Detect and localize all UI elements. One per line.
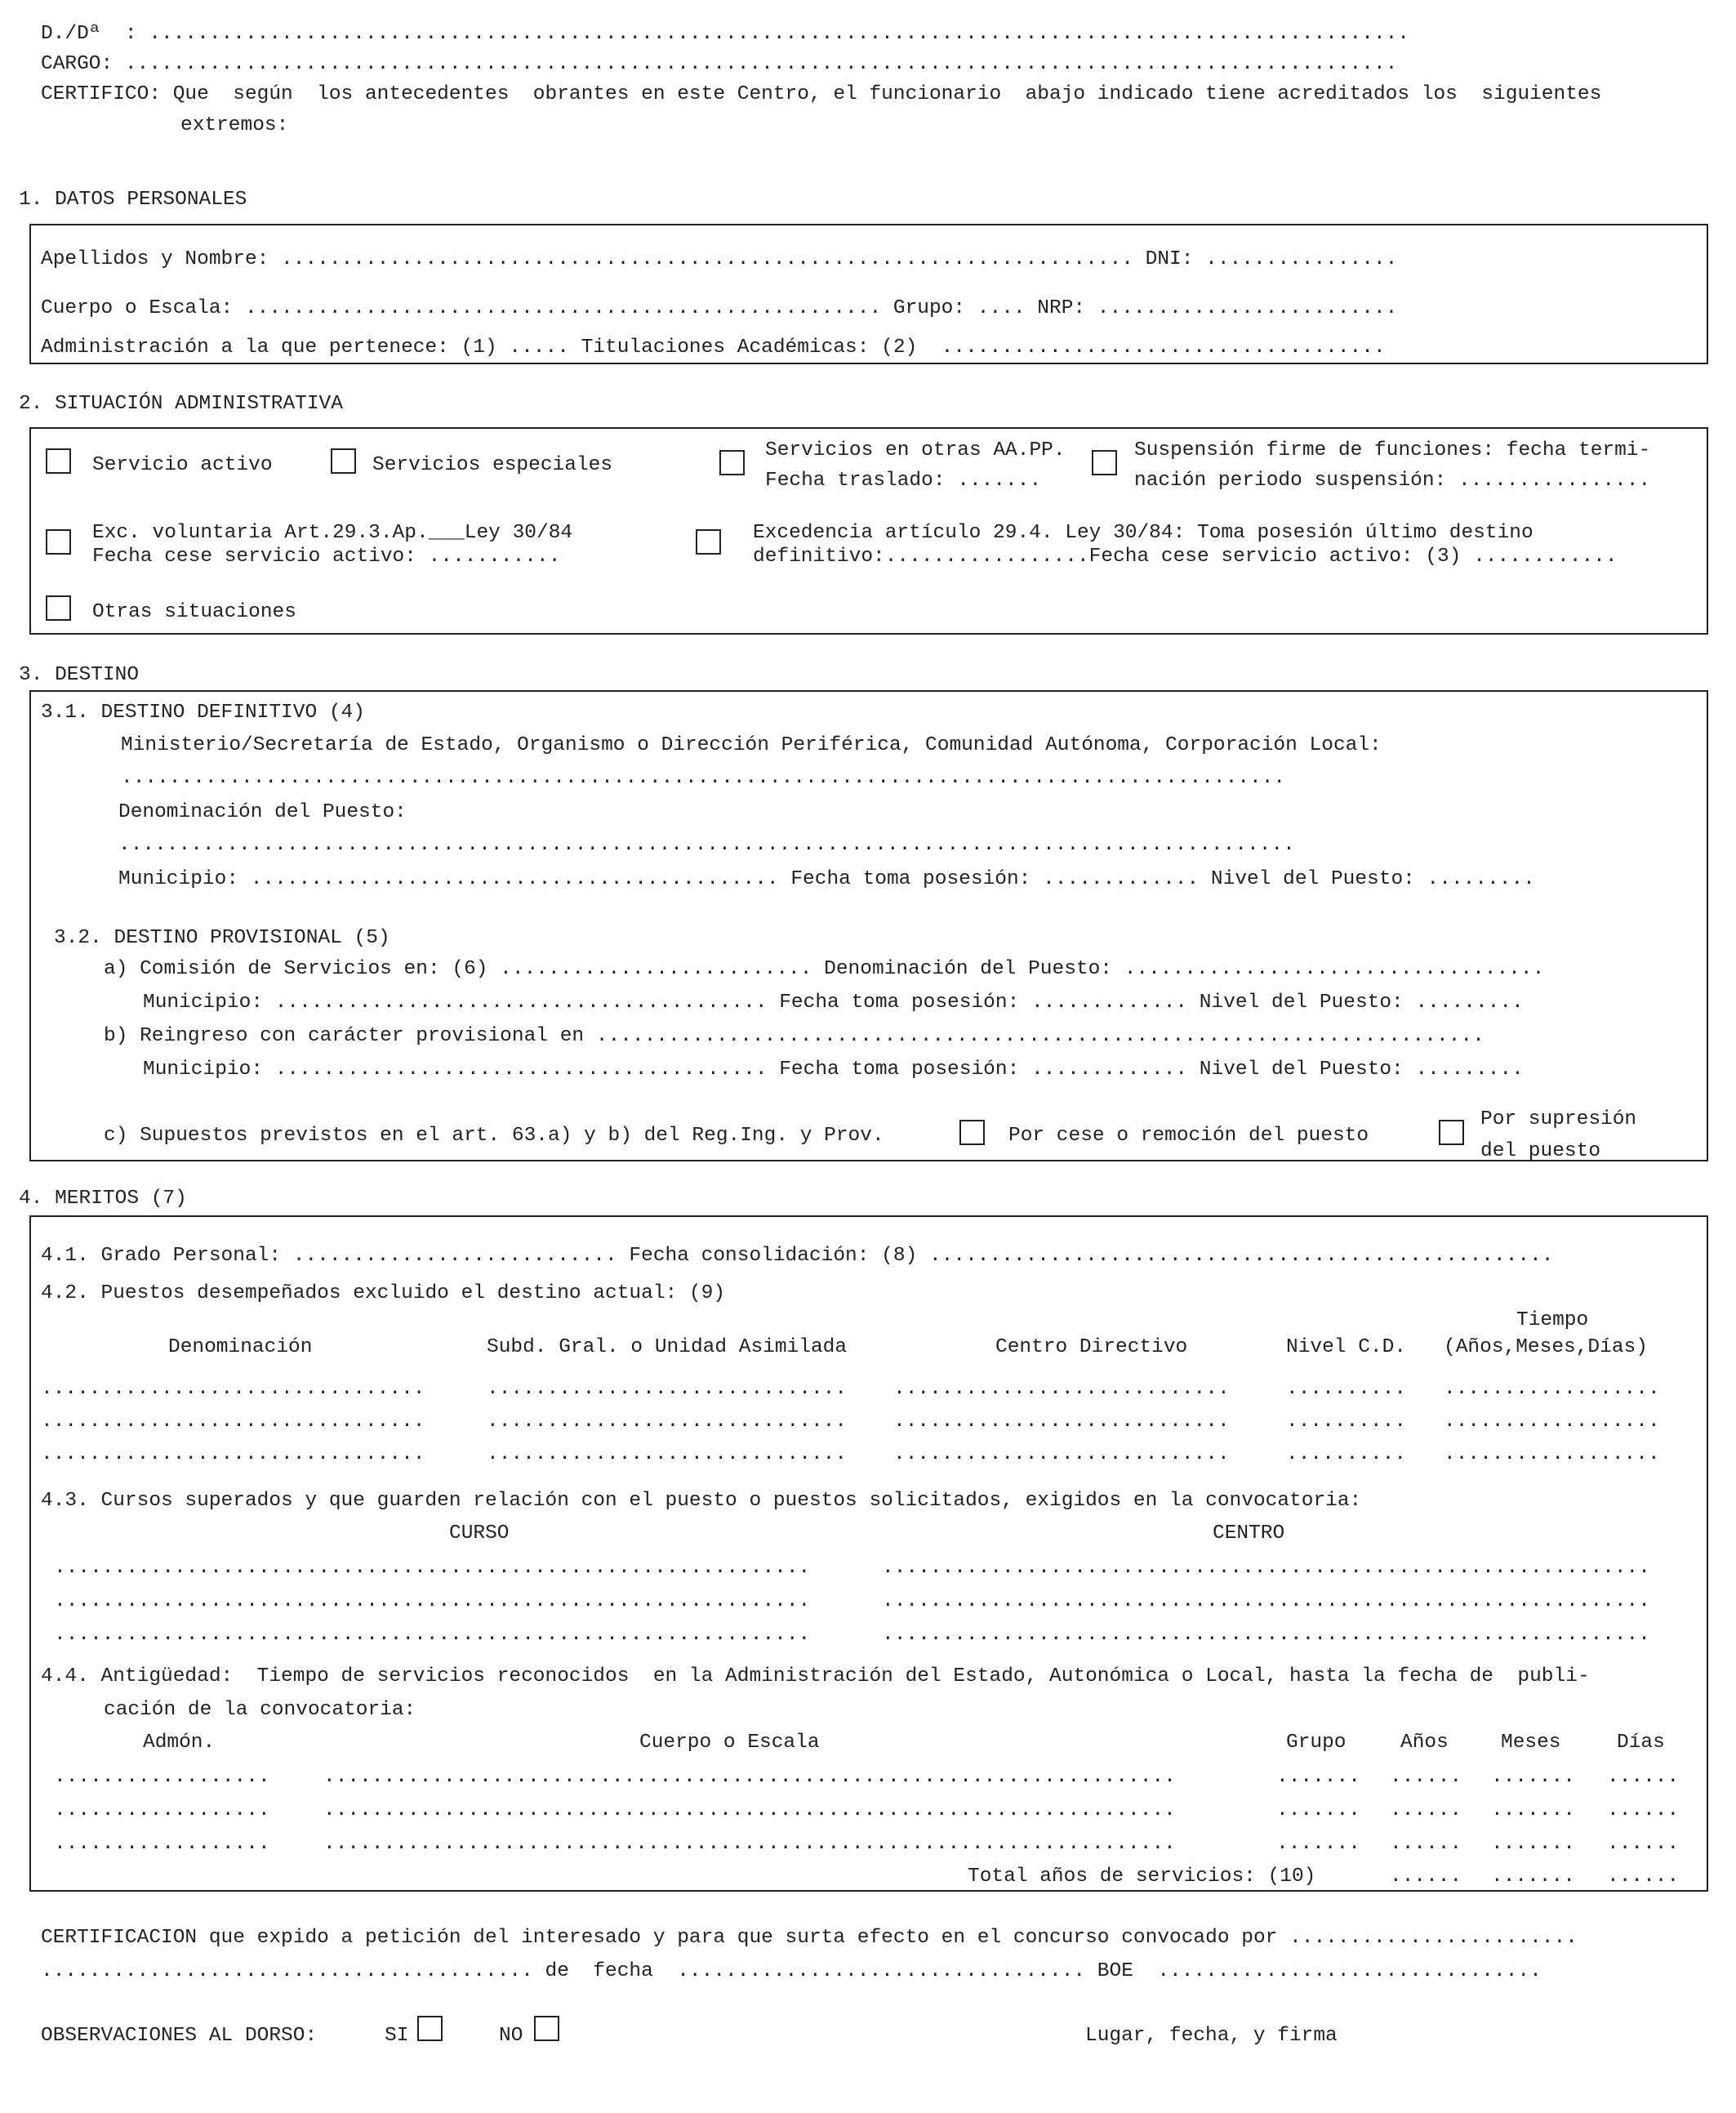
supresion-label-2: del puesto bbox=[1480, 1140, 1601, 1162]
col-tiempo-header: Tiempo bbox=[1516, 1309, 1589, 1331]
puesto-centro-field[interactable]: ............................ bbox=[893, 1378, 1230, 1400]
exc-voluntaria-checkbox[interactable] bbox=[46, 529, 71, 555]
antig-dias-field[interactable]: ...... bbox=[1607, 1799, 1680, 1821]
denominacion-label: Denominación del Puesto: bbox=[118, 801, 407, 823]
certifico-line: CERTIFICO: Que según los antecedentes obrantes en este Centro, el funcionario abajo indicado tiene acreditados los siguientes bbox=[41, 83, 1602, 105]
col-nivel-header: Nivel C.D. bbox=[1286, 1336, 1407, 1358]
puesto-denominacion-field[interactable]: ................................ bbox=[41, 1411, 425, 1433]
ministerio-field[interactable]: ................................................................................................. bbox=[121, 767, 1286, 789]
section-2-title: 2. SITUACIÓN ADMINISTRATIVA bbox=[19, 393, 343, 415]
antig-anos-field[interactable]: ...... bbox=[1390, 1766, 1462, 1788]
puesto-tiempo-field[interactable]: .................. bbox=[1444, 1411, 1660, 1433]
col-centro-header: Centro Directivo bbox=[995, 1336, 1188, 1358]
col-admon-header: Admón. bbox=[143, 1732, 216, 1754]
certifico-cont: extremos: bbox=[180, 114, 289, 136]
col-dias-header: Días bbox=[1617, 1732, 1665, 1754]
cese-remocion-checkbox[interactable] bbox=[959, 1120, 985, 1145]
supresion-label-1: Por supresión bbox=[1480, 1108, 1637, 1130]
exc-voluntaria-label: Exc. voluntaria Art.29.3.Ap.___Ley 30/84 bbox=[92, 522, 573, 544]
puesto-tiempo-field[interactable]: .................. bbox=[1444, 1378, 1660, 1400]
no-label: NO bbox=[499, 2025, 523, 2047]
lugar-fecha-firma-label: Lugar, fecha, y firma bbox=[1085, 2025, 1338, 2047]
ministerio-label: Ministerio/Secretaría de Estado, Organismo o Dirección Periférica, Comunidad Autónoma, Corporación Local: bbox=[121, 734, 1382, 756]
puesto-tiempo-field[interactable]: .................. bbox=[1444, 1443, 1660, 1465]
exc-voluntaria-field[interactable]: Fecha cese servicio activo: ........... bbox=[92, 546, 561, 568]
col-tiempo2-header: (Años,Meses,Días) bbox=[1444, 1336, 1648, 1358]
curso-centro-field[interactable]: ................................................................ bbox=[882, 1590, 1650, 1612]
col-meses-header: Meses bbox=[1501, 1732, 1561, 1754]
cargo-line[interactable]: CARGO: .......................................................................................................... bbox=[41, 53, 1398, 75]
servicio-activo-label: Servicio activo bbox=[92, 454, 273, 476]
total-dias-field[interactable]: ...... bbox=[1607, 1866, 1680, 1888]
excedencia-294-field[interactable]: definitivo:.................Fecha cese servicio activo: (3) ............ bbox=[753, 546, 1618, 568]
antig-admon-field[interactable]: .................. bbox=[54, 1833, 270, 1855]
suspension-field[interactable]: nación periodo suspensión: ................ bbox=[1134, 470, 1651, 492]
col-curso-header: CURSO bbox=[449, 1522, 510, 1545]
puesto-subd-field[interactable]: .............................. bbox=[487, 1443, 848, 1465]
antig-admon-field[interactable]: .................. bbox=[54, 1799, 270, 1821]
curso-centro-field[interactable]: ................................................................ bbox=[882, 1624, 1650, 1646]
fecha-traslado-field[interactable]: Fecha traslado: ....... bbox=[765, 470, 1042, 492]
col-cuerpo-header: Cuerpo o Escala bbox=[639, 1732, 820, 1754]
col-anos-header: Años bbox=[1400, 1732, 1449, 1754]
total-meses-field[interactable]: ....... bbox=[1491, 1866, 1575, 1888]
antig-meses-field[interactable]: ....... bbox=[1491, 1799, 1575, 1821]
puesto-denominacion-field[interactable]: ................................ bbox=[41, 1378, 425, 1400]
certificacion-line-2[interactable]: ......................................... de fecha .................................. BOE ................................ bbox=[41, 1960, 1542, 1982]
excedencia-294-checkbox[interactable] bbox=[696, 529, 721, 555]
denominacion-field[interactable]: .................................................................................................. bbox=[118, 834, 1295, 856]
section-3-title: 3. DESTINO bbox=[19, 664, 140, 686]
apellidos-field[interactable]: Apellidos y Nombre: ....................................................................... DNI: ................ bbox=[41, 248, 1398, 270]
otras-situaciones-label: Otras situaciones bbox=[92, 601, 296, 623]
puesto-subd-field[interactable]: .............................. bbox=[487, 1411, 848, 1433]
destino-definitivo-title: 3.1. DESTINO DEFINITIVO (4) bbox=[41, 702, 365, 724]
puesto-nivel-field[interactable]: .......... bbox=[1286, 1411, 1407, 1433]
antig-anos-field[interactable]: ...... bbox=[1390, 1833, 1462, 1855]
total-anos-label: Total años de servicios: (10) bbox=[968, 1866, 1316, 1888]
puesto-nivel-field[interactable]: .......... bbox=[1286, 1443, 1407, 1465]
observaciones-label: OBSERVACIONES AL DORSO: bbox=[41, 2025, 318, 2047]
administracion-field[interactable]: Administración a la que pertenece: (1) ..... Titulaciones Académicas: (2) ..................................... bbox=[41, 337, 1386, 359]
section-1-title: 1. DATOS PERSONALES bbox=[19, 189, 247, 211]
puesto-nivel-field[interactable]: .......... bbox=[1286, 1378, 1407, 1400]
antig-admon-field[interactable]: .................. bbox=[54, 1766, 270, 1788]
otras-aapp-label: Servicios en otras AA.PP. bbox=[765, 439, 1066, 461]
cursos-label: 4.3. Cursos superados y que guarden relación con el puesto o puestos solicitados, exigidos en la convocatoria: bbox=[41, 1490, 1362, 1512]
antig-grupo-field[interactable]: ....... bbox=[1276, 1833, 1360, 1855]
antiguedad-label: 4.4. Antigüedad: Tiempo de servicios reconocidos en la Administración del Estado, Autonómica o Local, hasta la fecha de publi- bbox=[41, 1665, 1590, 1687]
total-anos-field[interactable]: ...... bbox=[1390, 1866, 1462, 1888]
antig-grupo-field[interactable]: ....... bbox=[1276, 1766, 1360, 1788]
antig-anos-field[interactable]: ...... bbox=[1390, 1799, 1462, 1821]
puesto-centro-field[interactable]: ............................ bbox=[893, 1443, 1230, 1465]
antig-meses-field[interactable]: ....... bbox=[1491, 1766, 1575, 1788]
antig-meses-field[interactable]: ....... bbox=[1491, 1833, 1575, 1855]
certificacion-line-1[interactable]: CERTIFICACION que expido a petición del interesado y para que surta efecto en el concurso convocado por ........................ bbox=[41, 1927, 1578, 1949]
col-grupo-header: Grupo bbox=[1286, 1732, 1347, 1754]
suspension-label: Suspensión firme de funciones: fecha termi- bbox=[1134, 439, 1651, 461]
reingreso-field[interactable]: b) Reingreso con carácter provisional en .......................................................................... bbox=[104, 1025, 1485, 1047]
curso-field[interactable]: ............................................................... bbox=[54, 1624, 811, 1646]
otras-aapp-checkbox[interactable] bbox=[719, 450, 745, 475]
municipio-reingreso-field[interactable]: Municipio: ......................................... Fecha toma posesión: ............. Nivel del Puesto: ......... bbox=[143, 1059, 1524, 1081]
puesto-denominacion-field[interactable]: ................................ bbox=[41, 1443, 425, 1465]
section-4-title: 4. MERITOS (7) bbox=[19, 1188, 187, 1210]
antig-cuerpo-field[interactable]: ....................................................................... bbox=[323, 1799, 1176, 1821]
section-3-box bbox=[29, 690, 1708, 1161]
curso-centro-field[interactable]: ................................................................ bbox=[882, 1557, 1650, 1579]
no-checkbox[interactable] bbox=[534, 2016, 559, 2041]
puesto-centro-field[interactable]: ............................ bbox=[893, 1411, 1230, 1433]
excedencia-294-label: Excedencia artículo 29.4. Ley 30/84: Toma posesión último destino bbox=[753, 522, 1533, 544]
si-label: SI bbox=[385, 2025, 409, 2047]
servicios-especiales-label: Servicios especiales bbox=[372, 454, 613, 476]
grado-personal-field[interactable]: 4.1. Grado Personal: ........................... Fecha consolidación: (8) .................................................... bbox=[41, 1245, 1554, 1267]
antig-grupo-field[interactable]: ....... bbox=[1276, 1799, 1360, 1821]
municipio-comision-field[interactable]: Municipio: ......................................... Fecha toma posesión: ............. Nivel del Puesto: ......... bbox=[143, 992, 1524, 1014]
puesto-subd-field[interactable]: .............................. bbox=[487, 1378, 848, 1400]
antig-dias-field[interactable]: ...... bbox=[1607, 1833, 1680, 1855]
antig-cuerpo-field[interactable]: ....................................................................... bbox=[323, 1833, 1176, 1855]
antiguedad-label-cont: cación de la convocatoria: bbox=[104, 1699, 416, 1721]
section-4-box bbox=[29, 1215, 1708, 1892]
antig-dias-field[interactable]: ...... bbox=[1607, 1766, 1680, 1788]
destino-provisional-title: 3.2. DESTINO PROVISIONAL (5) bbox=[54, 927, 390, 949]
col-centro-curso-header: CENTRO bbox=[1213, 1522, 1285, 1545]
servicio-activo-checkbox[interactable] bbox=[46, 448, 71, 474]
si-checkbox[interactable] bbox=[417, 2016, 443, 2041]
otras-situaciones-checkbox[interactable] bbox=[46, 595, 71, 621]
cuerpo-escala-field[interactable]: Cuerpo o Escala: ..................................................... Grupo: .... NRP: ......................... bbox=[41, 297, 1398, 319]
curso-field[interactable]: ............................................................... bbox=[54, 1557, 811, 1579]
puestos-desempenados-label: 4.2. Puestos desempeñados excluido el destino actual: (9) bbox=[41, 1282, 726, 1304]
municipio-definitivo-field[interactable]: Municipio: ............................................ Fecha toma posesión: ............. Nivel del Puesto: ......... bbox=[118, 868, 1535, 890]
col-denominacion-header: Denominación bbox=[168, 1336, 313, 1358]
curso-field[interactable]: ............................................................... bbox=[54, 1590, 811, 1612]
dd-line[interactable]: D./Dª : ......................................................................................................... bbox=[41, 23, 1410, 45]
antig-cuerpo-field[interactable]: ....................................................................... bbox=[323, 1766, 1176, 1788]
supresion-checkbox[interactable] bbox=[1439, 1120, 1464, 1145]
supuestos-label: c) Supuestos previstos en el art. 63.a) y b) del Reg.Ing. y Prov. bbox=[104, 1125, 884, 1147]
suspension-checkbox[interactable] bbox=[1092, 450, 1117, 475]
comision-servicios-field[interactable]: a) Comisión de Servicios en: (6) .......................... Denominación del Puesto: ................................... bbox=[104, 958, 1545, 980]
cese-remocion-label: Por cese o remoción del puesto bbox=[1008, 1125, 1369, 1147]
col-subd-header: Subd. Gral. o Unidad Asimilada bbox=[487, 1336, 848, 1358]
servicios-especiales-checkbox[interactable] bbox=[331, 448, 356, 474]
